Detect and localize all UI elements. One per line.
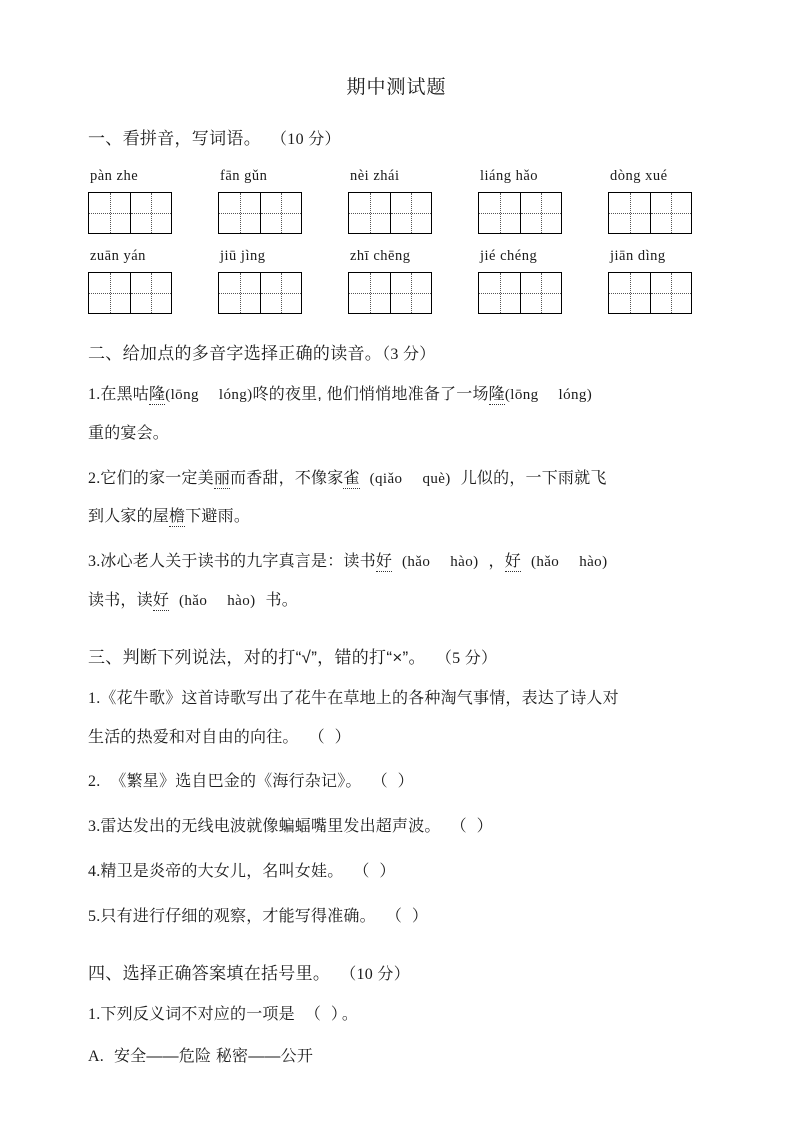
pinyin-label: zuān yán [90, 248, 146, 264]
question-number: 1. [88, 386, 101, 403]
question-number: 2. [88, 773, 101, 791]
question-3-2 [88, 766, 715, 799]
question-2-1-line-2 [88, 418, 715, 451]
tianzige-cell[interactable] [219, 193, 260, 233]
tianzige-cell[interactable] [390, 273, 431, 313]
question-number: 3. [88, 553, 101, 571]
question-2-3-line-1 [88, 546, 715, 579]
pinyin-label: jiān dìng [610, 248, 666, 264]
tianzige-cell[interactable] [260, 193, 301, 233]
tianzige-cell[interactable] [479, 273, 520, 313]
tianzige-box[interactable] [608, 192, 692, 234]
section-heading-4 [88, 961, 715, 987]
pinyin-choice[interactable]: lóng) [218, 387, 253, 403]
tianzige-box[interactable] [348, 272, 432, 314]
tianzige-box[interactable] [478, 272, 562, 314]
exam-body [0, 126, 793, 1073]
pinyin-choice[interactable]: hào) [579, 554, 608, 571]
pinyin-choice[interactable]: (hǎo [530, 554, 560, 571]
pinyin-choice[interactable]: què) [422, 470, 451, 487]
question-text: 只有进行仔细的观察，才能写得准确。 [100, 907, 376, 925]
dotted-char: 好 [504, 553, 521, 571]
question-3-4 [88, 856, 715, 889]
pinyin-choice[interactable]: (qiǎo [369, 470, 403, 487]
tianzige-cell[interactable] [130, 193, 171, 233]
pinyin-grid-item [348, 168, 452, 234]
tianzige-cell[interactable] [89, 193, 130, 233]
pinyin-choice[interactable]: lóng) [558, 387, 593, 403]
question-number: 1. [88, 1005, 101, 1023]
question-4-1-stem [88, 999, 715, 1032]
section-4-points: （10 分） [340, 965, 411, 983]
tianzige-box[interactable] [88, 272, 172, 314]
section-1-points: （10 分） [271, 131, 341, 148]
question-text: 书。 [265, 591, 298, 609]
section-4-title: 四、选择正确答案填在括号里。 [88, 963, 331, 983]
question-text: 冰心老人关于读书的九字真言是：读书 [100, 553, 376, 571]
question-number: 1. [88, 689, 101, 707]
question-2-2-line-2 [88, 501, 715, 534]
answer-bracket[interactable]: （ ） [304, 1005, 342, 1023]
question-number: 3. [88, 818, 101, 836]
dotted-char: 好 [152, 591, 170, 609]
question-text: ， [488, 553, 505, 571]
question-2-1-line-1 [88, 379, 715, 412]
tianzige-cell[interactable] [260, 273, 301, 313]
dotted-char: 檐 [169, 508, 186, 526]
tianzige-cell[interactable] [349, 193, 390, 233]
option-letter: A. [88, 1048, 104, 1066]
dotted-char: 雀 [343, 469, 360, 487]
tianzige-cell[interactable] [650, 273, 691, 313]
tianzige-cell[interactable] [609, 273, 650, 313]
dotted-char: 丽 [213, 469, 231, 487]
question-text: 生活的热爱和对自由的向往。 [88, 728, 299, 746]
section-2-points: （3 分） [382, 346, 436, 363]
pinyin-grid-item [608, 168, 712, 234]
pinyin-grid-item [478, 248, 582, 314]
question-text: 到人家的屋 [88, 508, 170, 526]
pinyin-label: nèi zhái [350, 168, 400, 184]
question-text: 雷达发出的无线电波就像蝙蝠嘴里发出超声波。 [100, 818, 441, 836]
pinyin-grid-item [608, 248, 712, 314]
question-text: 读书，读 [88, 591, 153, 609]
question-3-1-line-2 [88, 722, 715, 755]
tianzige-cell[interactable] [520, 193, 561, 233]
page-title: 期中测试题 [346, 77, 447, 98]
pinyin-grid-item [218, 168, 322, 234]
pinyin-grid-item [478, 168, 582, 234]
dotted-char: 隆 [488, 386, 505, 403]
tianzige-box[interactable] [478, 192, 562, 234]
answer-bracket[interactable]: （ ） [385, 907, 431, 925]
pinyin-grid-item [348, 248, 452, 314]
pinyin-grid-item [218, 248, 322, 314]
tianzige-cell[interactable] [89, 273, 130, 313]
question-2-3-line-2 [88, 585, 715, 618]
section-3-title: 三、判断下列说法，对的打“√”，错的打“×”。 [88, 647, 426, 667]
question-number: 2. [88, 469, 101, 487]
question-text: 而香甜，不像家 [230, 469, 344, 487]
pinyin-label: pàn zhe [90, 168, 139, 184]
tianzige-box[interactable] [608, 272, 692, 314]
tianzige-cell[interactable] [520, 273, 561, 313]
pinyin-label: zhī chēng [350, 248, 411, 264]
answer-bracket[interactable]: （ ） [353, 862, 399, 880]
section-heading-3 [88, 645, 715, 671]
section-3-points: （5 分） [435, 649, 498, 667]
question-number: 4. [88, 862, 101, 880]
question-2-2-line-1 [88, 463, 715, 496]
tianzige-box[interactable] [218, 272, 302, 314]
question-text: 《繁星》选自巴金的《海行杂记》。 [110, 773, 362, 791]
answer-bracket[interactable]: （ ） [308, 728, 354, 746]
question-3-5 [88, 901, 715, 934]
question-text: 下列反义词不对应的一项是 [100, 1005, 295, 1023]
question-text: 下避雨。 [185, 508, 251, 526]
section-2-title: 二、给加点的多音字选择正确的读音。 [88, 344, 383, 363]
tianzige-cell[interactable] [479, 193, 520, 233]
question-text: 在黑咕 [100, 386, 150, 403]
section-heading-2 [88, 341, 715, 367]
question-text: 重的宴会。 [88, 424, 170, 442]
pinyin-label: fān gǔn [220, 168, 268, 184]
pinyin-choice[interactable]: (lōng [165, 387, 199, 403]
question-3-3 [88, 811, 715, 844]
question-text: 。 [341, 1005, 359, 1023]
pinyin-grid-item [88, 248, 192, 314]
answer-bracket[interactable]: （ ） [371, 773, 417, 791]
pinyin-choice[interactable]: (lōng [504, 387, 539, 403]
pinyin-label: liáng hǎo [480, 168, 539, 184]
question-text: 咚的夜里, 他们悄悄地准备了一场 [252, 386, 489, 403]
question-number: 5. [88, 907, 101, 925]
pinyin-choice[interactable]: hào) [227, 592, 256, 609]
pinyin-choice[interactable]: (hǎo [179, 592, 208, 609]
dotted-char: 隆 [149, 386, 166, 403]
section-1-title: 一、看拼音，写词语。 [88, 129, 261, 148]
tianzige-cell[interactable] [219, 273, 260, 313]
tianzige-box[interactable] [88, 192, 172, 234]
option-text: 安全——危险 秘密——公开 [113, 1048, 314, 1066]
tianzige-box[interactable] [218, 192, 302, 234]
pinyin-label: dòng xué [610, 168, 668, 184]
question-text: 它们的家一定美 [100, 469, 214, 487]
section-heading-1 [88, 126, 715, 152]
pinyin-label: jié chéng [480, 248, 538, 264]
pinyin-grid-row-1 [88, 168, 715, 234]
tianzige-box[interactable] [348, 192, 432, 234]
tianzige-cell[interactable] [650, 193, 691, 233]
answer-bracket[interactable]: （ ） [450, 818, 496, 836]
tianzige-cell[interactable] [609, 193, 650, 233]
question-4-1-option-a[interactable] [88, 1041, 715, 1073]
pinyin-grid-row-2 [88, 248, 715, 314]
pinyin-label: jiū jìng [220, 248, 266, 264]
tianzige-cell[interactable] [349, 273, 390, 313]
question-text: 儿似的，一下雨就飞 [460, 469, 607, 487]
question-text: 精卫是炎帝的大女儿，名叫女娃。 [100, 862, 344, 880]
question-3-1-line-1 [88, 683, 715, 716]
pinyin-grid-item [88, 168, 192, 234]
question-text: 《花牛歌》这首诗歌写出了花牛在草地上的各种淘气事情，表达了诗人对 [100, 689, 619, 707]
tianzige-cell[interactable] [390, 193, 431, 233]
dotted-char: 好 [375, 553, 393, 571]
pinyin-choice[interactable]: hào) [450, 554, 479, 571]
tianzige-cell[interactable] [130, 273, 171, 313]
pinyin-choice[interactable]: (hǎo [402, 554, 431, 571]
